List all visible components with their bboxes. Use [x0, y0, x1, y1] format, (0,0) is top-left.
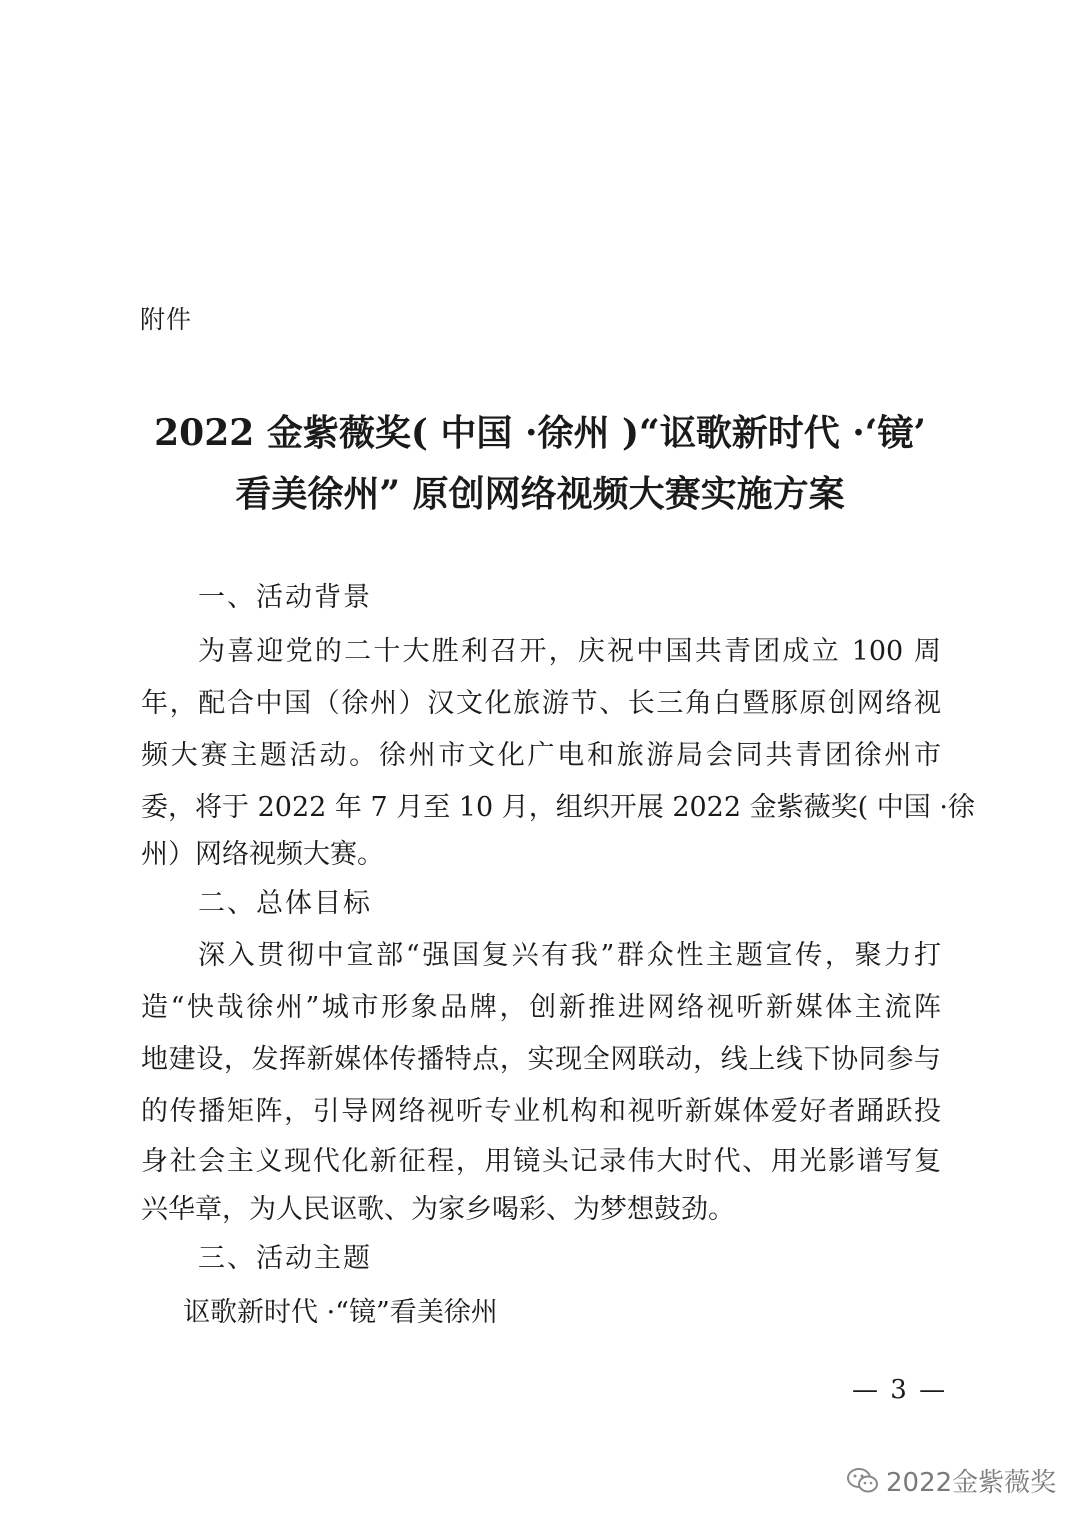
- section-heading-background: 一、活动背景: [198, 582, 372, 613]
- paragraph-line: 年，配合中国（徐州）汉文化旅游节、长三角白暨豚原创网络视: [141, 688, 941, 719]
- paragraph-line: 深入贯彻中宣部“强国复兴有我”群众性主题宣传，聚力打: [198, 940, 941, 971]
- paragraph-line: 的传播矩阵，引导网络视听专业机构和视听新媒体爱好者踊跃投: [141, 1096, 941, 1127]
- page-number: — 3 —: [852, 1375, 948, 1405]
- attachment-label: 附件: [140, 305, 193, 334]
- watermark-text: 2022金紫薇奖: [886, 1468, 1057, 1498]
- paragraph-line: 地建设，发挥新媒体传播特点，实现全网联动，线上线下协同参与: [141, 1044, 941, 1075]
- document-title-line-1: 2022 金紫薇奖( 中国 ·徐州 )“讴歌新时代 ·‘镜’: [154, 412, 926, 454]
- document-title-line-2: 看美徐州” 原创网络视频大赛实施方案: [235, 473, 845, 515]
- wechat-icon: [846, 1466, 880, 1496]
- theme-text: 讴歌新时代 ·“镜”看美徐州: [183, 1297, 498, 1328]
- watermark: [846, 1462, 1056, 1499]
- paragraph-line: 身社会主义现代化新征程，用镜头记录伟大时代、用光影谱写复: [141, 1146, 941, 1177]
- section-heading-goals: 二、总体目标: [198, 888, 372, 919]
- paragraph-line: 兴华章，为人民讴歌、为家乡喝彩、为梦想鼓劲。: [141, 1194, 735, 1225]
- paragraph-line: 州）网络视频大赛。: [141, 839, 384, 870]
- section-heading-theme: 三、活动主题: [198, 1243, 372, 1274]
- paragraph-line: 委，将于 2022 年 7 月至 10 月，组织开展 2022 金紫薇奖( 中国 ·徐: [141, 792, 975, 823]
- paragraph-line: 造“快哉徐州”城市形象品牌，创新推进网络视听新媒体主流阵: [141, 992, 941, 1023]
- paragraph-line: 频大赛主题活动。徐州市文化广电和旅游局会同共青团徐州市: [141, 740, 941, 771]
- paragraph-line: 为喜迎党的二十大胜利召开，庆祝中国共青团成立 100 周: [198, 636, 941, 667]
